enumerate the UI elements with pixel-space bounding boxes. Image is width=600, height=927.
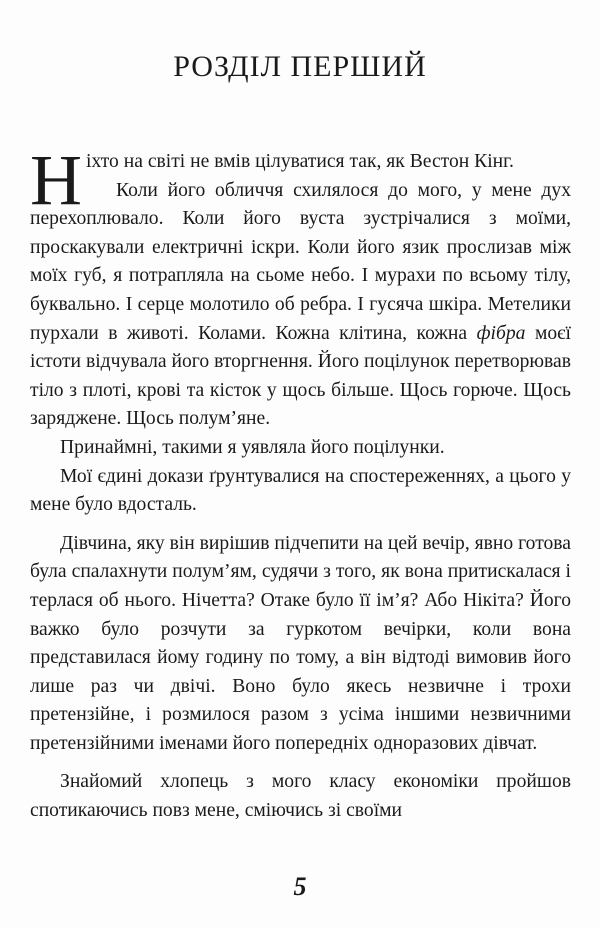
paragraph-2-text-after: моєї істоти відчувала його вторгнення. Його поцілунок перетворював тіло з плоті, крові та кісток у щось більше. Щось горюче. Щось заряджене. Щось полум’яне. [30,322,572,430]
drop-cap: Н [30,140,82,220]
paragraph-1-text: іхто на світі не вмів цілуватися так, як Вестон Кінг. [86,151,514,172]
chapter-body [30,140,572,826]
paragraph-4: Мої єдині докази ґрунтувалися на спостереженнях, а цього у мене було вдосталь. [30,465,571,516]
paragraph-1 [30,140,571,220]
paragraph-2-emphasis: фібра [476,322,526,344]
page-number: 5 [293,872,307,901]
paragraph-2 [30,177,571,434]
paragraph-5: Дівчина, яку він вирішив підчепити на цей вечір, явно готова була спалахнути полум’ям, судячи з того, як вона притискалася і терлася об нього. Нічетта? Отаке було її ім’я? Або Нікіта? Його важко було розчути за гуркотом вечірки, коли вона представилася йому годину по тому, а він відтоді вимовив його лише раз чи двічі. Воно було якесь незвичне і трохи претензійне, і розмилося разом з усіма іншими незвичними претензійними іменами його попередніх одноразових дівчат. [30,532,571,754]
paragraph-2-text-before: Коли його обличчя схилялося до мого, у мене дух перехоплювало. Коли його вуста зустрічалися з моїми, проскакували електричні іскри. Коли його язик прослизав між моїх губ, я потрапляла на сьоме небо. І мурахи по всьому тілу, буквально. І серце молотило об ребра. І гусяча шкіра. Метелики пурхали в животі. Колами. Кожна клітина, кожна [30,179,571,344]
chapter-title: РОЗДІЛ ПЕРШИЙ [173,50,427,83]
paragraph-3: Принаймні, такими я уявляла його поцілунки. [60,436,445,458]
paragraph-6: Знайомий хлопець з мого класу економіки пройшов спотикаючись повз мене, сміючись зі своїми [30,771,571,822]
